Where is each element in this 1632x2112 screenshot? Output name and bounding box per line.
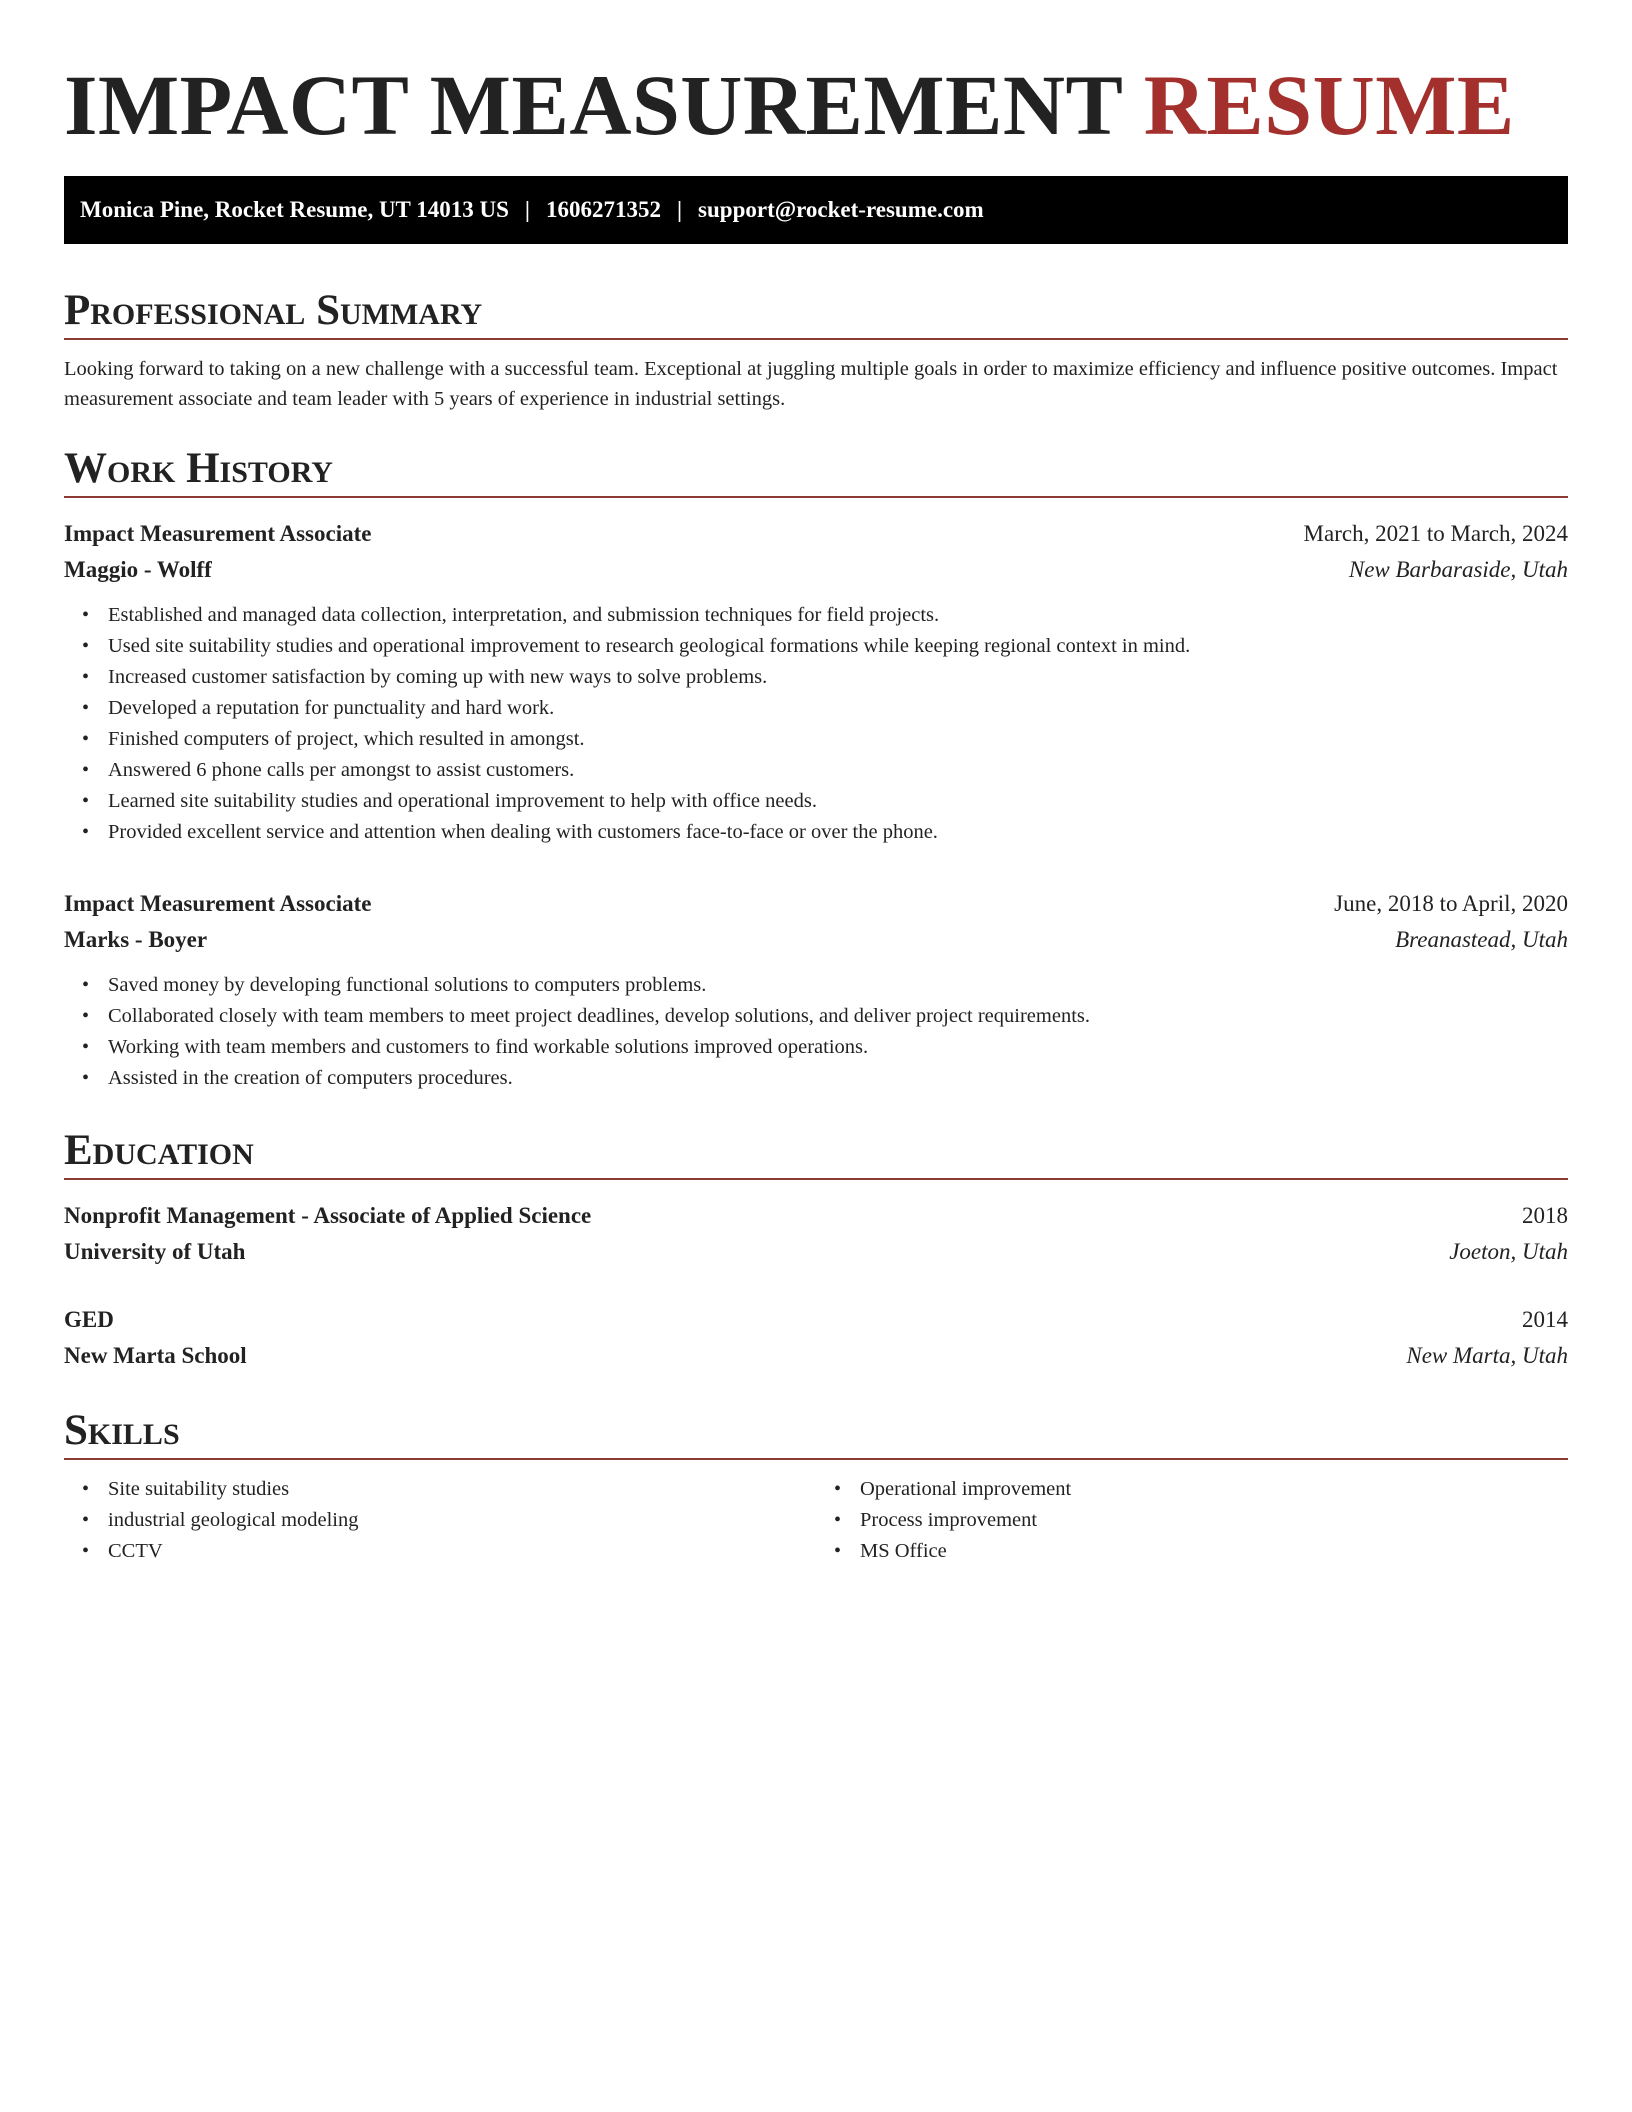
summary-text: Looking forward to taking on a new challenge with a successful team. Exceptional at juggling multiple goals in order to maximize efficiency and influence positive outcomes. Impact measurement associate and team leader with 5 years of experience in industrial settings. — [64, 358, 1558, 410]
education-degree: Nonprofit Management - Associate of Applied Science — [64, 1203, 592, 1228]
job-title: Impact Measurement Associate — [64, 521, 372, 546]
job-entry — [64, 886, 1568, 1094]
work-history-heading: Work History — [64, 445, 333, 492]
education-school-row — [64, 1234, 1568, 1270]
skills-column-left — [64, 1474, 816, 1567]
list-item: • Provided excellent service and attention when dealing with customers face-to-face or over the phone. — [108, 817, 1568, 848]
list-item: • Saved money by developing functional solutions to computers problems. — [108, 970, 1568, 1001]
job-bullets — [64, 600, 1568, 848]
job-dates: March, 2021 to March, 2024 — [1303, 521, 1568, 546]
job-company-row — [64, 552, 1568, 588]
skill-item: • Operational improvement — [860, 1474, 1568, 1505]
title-accent: RESUME — [1143, 57, 1515, 153]
job-bullets — [64, 970, 1568, 1094]
work-history-section — [64, 442, 1568, 1094]
contact-separator: | — [676, 197, 683, 222]
skills-column-right — [816, 1474, 1568, 1567]
list-item: • Established and managed data collection, interpretation, and submission techniques for field projects. — [108, 600, 1568, 631]
education-section — [64, 1124, 1568, 1374]
education-entry — [64, 1198, 1568, 1270]
list-item: • Working with team members and customers to find workable solutions improved operations. — [108, 1032, 1568, 1063]
skill-item: • Site suitability studies — [108, 1474, 816, 1505]
skill-item: • CCTV — [108, 1536, 816, 1567]
skill-item: • industrial geological modeling — [108, 1505, 816, 1536]
list-item: • Finished computers of project, which resulted in amongst. — [108, 724, 1568, 755]
skill-item: • MS Office — [860, 1536, 1568, 1567]
job-title: Impact Measurement Associate — [64, 891, 372, 916]
education-location: New Marta, Utah — [1406, 1343, 1568, 1368]
contact-separator: | — [524, 197, 530, 222]
job-header-row — [64, 886, 1568, 922]
job-company-row — [64, 922, 1568, 958]
education-school: New Marta School — [64, 1343, 247, 1368]
resume-page — [64, 0, 1568, 1567]
list-item: • Developed a reputation for punctuality and hard work. — [108, 693, 1568, 724]
job-dates: June, 2018 to April, 2020 — [1334, 891, 1568, 916]
education-entry — [64, 1302, 1568, 1374]
list-item: • Used site suitability studies and operational improvement to research geological formations while keeping regional context in mind. — [108, 631, 1568, 662]
education-degree: GED — [64, 1307, 114, 1332]
section-divider — [64, 496, 1568, 498]
contact-phone: 1606271352 — [545, 197, 661, 222]
education-location: Joeton, Utah — [1449, 1239, 1568, 1264]
contact-bar — [64, 176, 1568, 244]
section-divider — [64, 1178, 1568, 1180]
section-divider — [64, 1458, 1568, 1460]
summary-heading: Professional Summary — [64, 287, 483, 334]
section-divider — [64, 338, 1568, 340]
title-main: IMPACT MEASUREMENT — [64, 57, 1122, 153]
skill-item: • Process improvement — [860, 1505, 1568, 1536]
job-header-row — [64, 516, 1568, 552]
contact-address: Monica Pine, Rocket Resume, UT 14013 US — [80, 197, 509, 222]
resume-title — [64, 0, 1568, 156]
education-school: University of Utah — [64, 1239, 246, 1264]
education-degree-row — [64, 1198, 1568, 1234]
skills-grid — [64, 1474, 1568, 1567]
list-item: • Assisted in the creation of computers procedures. — [108, 1063, 1568, 1094]
list-item: • Increased customer satisfaction by coming up with new ways to solve problems. — [108, 662, 1568, 693]
summary-section — [64, 284, 1568, 414]
education-year: 2014 — [1522, 1307, 1568, 1332]
education-year: 2018 — [1522, 1203, 1568, 1228]
list-item: • Learned site suitability studies and operational improvement to help with office needs. — [108, 786, 1568, 817]
education-school-row — [64, 1338, 1568, 1374]
job-company: Marks - Boyer — [64, 927, 208, 952]
skills-heading: Skills — [64, 1407, 180, 1454]
skills-section — [64, 1404, 1568, 1567]
list-item: • Answered 6 phone calls per amongst to assist customers. — [108, 755, 1568, 786]
job-company: Maggio - Wolff — [64, 557, 212, 582]
job-entry — [64, 516, 1568, 848]
education-heading: Education — [64, 1127, 254, 1174]
list-item: • Collaborated closely with team members to meet project deadlines, develop solutions, and deliver project requirements. — [108, 1001, 1568, 1032]
contact-email[interactable]: support@rocket-resume.com — [698, 197, 984, 222]
education-degree-row — [64, 1302, 1568, 1338]
job-location: New Barbaraside, Utah — [1348, 557, 1568, 582]
job-location: Breanastead, Utah — [1395, 927, 1568, 952]
